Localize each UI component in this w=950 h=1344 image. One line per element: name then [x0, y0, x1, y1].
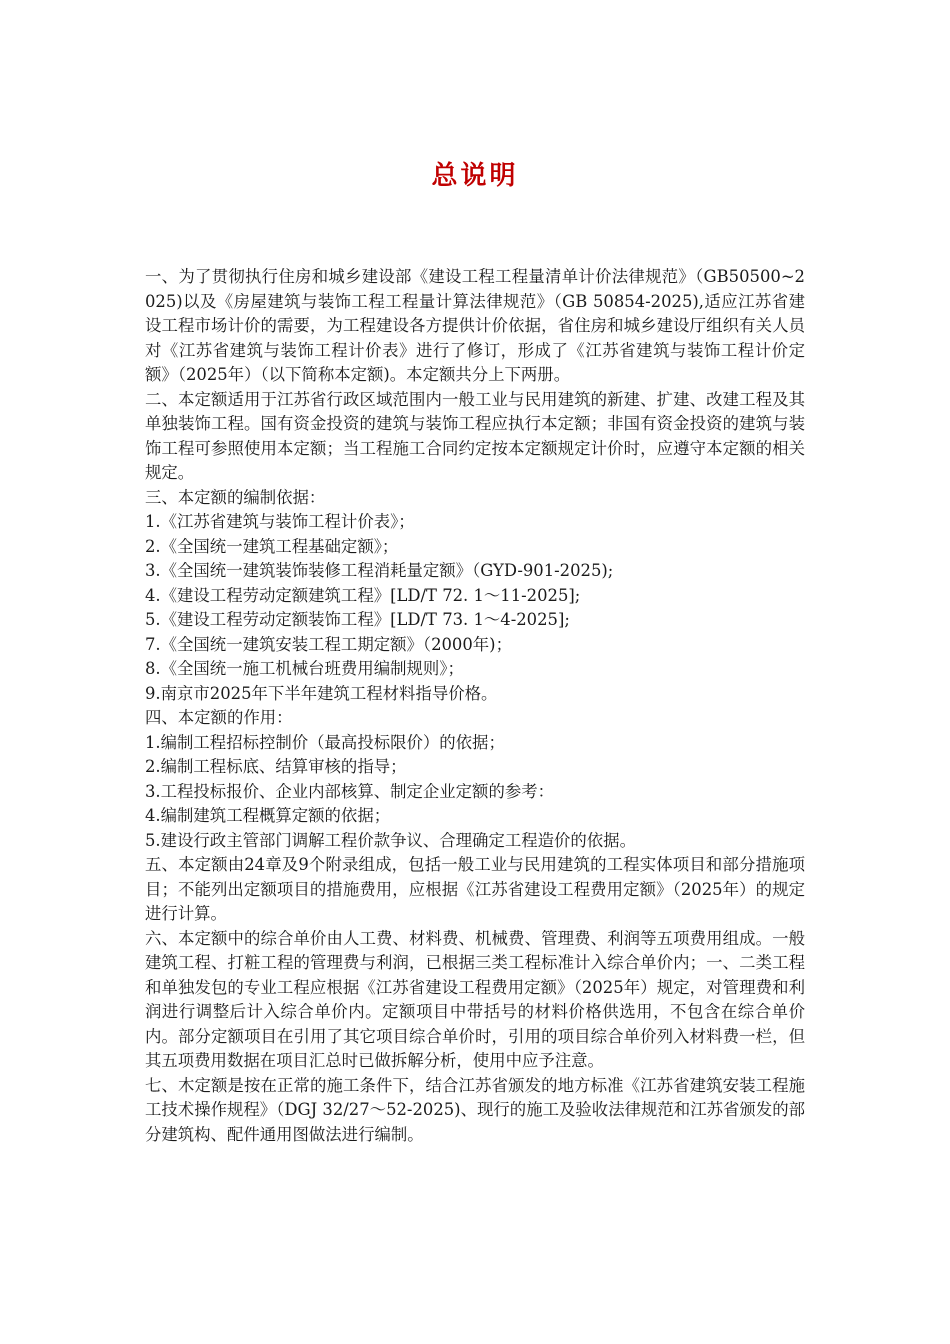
paragraph-5-composition: 五、本定额由24章及9个附录组成，包括一般工业与民用建筑的工程实体项目和部分措施项目；不能列出定额项目的措施费用，应根据《江苏省建设工程费用定额》（2025年）的规定进行计算。: [145, 855, 805, 923]
paragraph-2-scope: 二、本定额适用于江苏省行政区域范围内一般工业与民用建筑的新建、扩建、改建工程及其单独装饰工程。国有资金投资的建筑与装饰工程应执行本定额；非国有资金投资的建筑与装饰工程可参照使用本定额；当工程施工合同约定按本定额规定计价时，应遵守本定额的相关规定。: [145, 389, 805, 482]
paragraph-1-purpose: 一、为了贯彻执行住房和城乡建设部《建设工程工程量清单计价法律规范》（GB50500~2025)以及《房屋建筑与装饰工程工程量计算法律规范》（GB 50854-2025),适应江苏省建设工程市场计价的需要，为工程建设各方提供计价依据，省住房和城乡建设厅组织有关人员对《江苏省建筑与装饰工程计价表》进行了修订，形成了《江苏省建筑与装饰工程计价定额》（2025年）（以下简称本定额)。本定额共分上下两册。: [145, 267, 805, 384]
basis-item-3: 3.《全国统一建筑装饰装修工程消耗量定额》（GYD-901-2025);: [145, 561, 614, 580]
function-item-2: 2.编制工程标底、结算审核的指导；: [145, 757, 407, 776]
paragraph-7-conditions: 七、木定额是按在正常的施工条件下，结合江苏省颁发的地方标准《江苏省建筑安装工程施工技术操作规程》（DGJ 32/27～52-2025)、现行的施工及验收法律规范和江苏省颁发的部分建筑构、配件通用图做法进行编制。: [145, 1075, 805, 1144]
basis-item-7: 7.《全国统一建筑安装工程工期定额》（2000年)；: [145, 634, 512, 654]
paragraph-3-basis-heading: 三、本定额的编制依据：: [145, 487, 326, 507]
basis-item-9: 9.南京市2025年下半年建筑工程材料指导价格。: [145, 683, 498, 703]
function-item-3: 3.工程投标报价、企业内部核算、制定企业定额的参考：: [145, 781, 555, 801]
basis-item-4: 4.《建设工程劳动定额建筑工程》[LD/T 72. 1～11-2025];: [145, 585, 581, 605]
basis-item-2: 2.《全国统一建筑工程基础定额》；: [145, 536, 399, 556]
basis-item-8: 8.《全国统一施工机械台班费用编制规则》；: [145, 659, 464, 678]
paragraph-6-unit-price: 六、本定额中的综合单价由人工费、材料费、机械费、管理费、利润等五项费用组成。一般建筑工程、打粧工程的管理费与利润，已根据三类工程标准计入综合单价内；一、二类工程和单独发包的专业工程应根据《江苏省建设工程费用定额》（2025年）规定，对管理费和利润进行调整后计入综合单价内。定额项目中带括号的材料价格供选用，不包含在综合单价内。部分定额项目在引用了其它项目综合单价时，引用的项目综合单价列入材料费一栏，但其五项费用数据在项目汇总时已做拆解分析，使用中应予注意。: [145, 928, 805, 1070]
function-item-1: 1.编制工程招标控制价（最高投标限价）的依据；: [145, 732, 505, 752]
basis-item-1: 1.《江苏省建筑与装饰工程计价表》；: [145, 512, 415, 531]
document-body: [145, 265, 805, 1147]
basis-item-5: 5.《建设工程劳动定额装饰工程》[LD/T 73. 1～4-2025];: [145, 610, 570, 629]
paragraph-4-function-heading: 四、本定额的作用：: [145, 708, 293, 727]
function-item-4: 4.编制建筑工程概算定额的依据；: [145, 806, 391, 825]
document-title: 总说明: [431, 161, 519, 191]
function-item-5: 5.建设行政主管部门调解工程价款争议、合理确定工程造价的依据。: [145, 830, 636, 850]
